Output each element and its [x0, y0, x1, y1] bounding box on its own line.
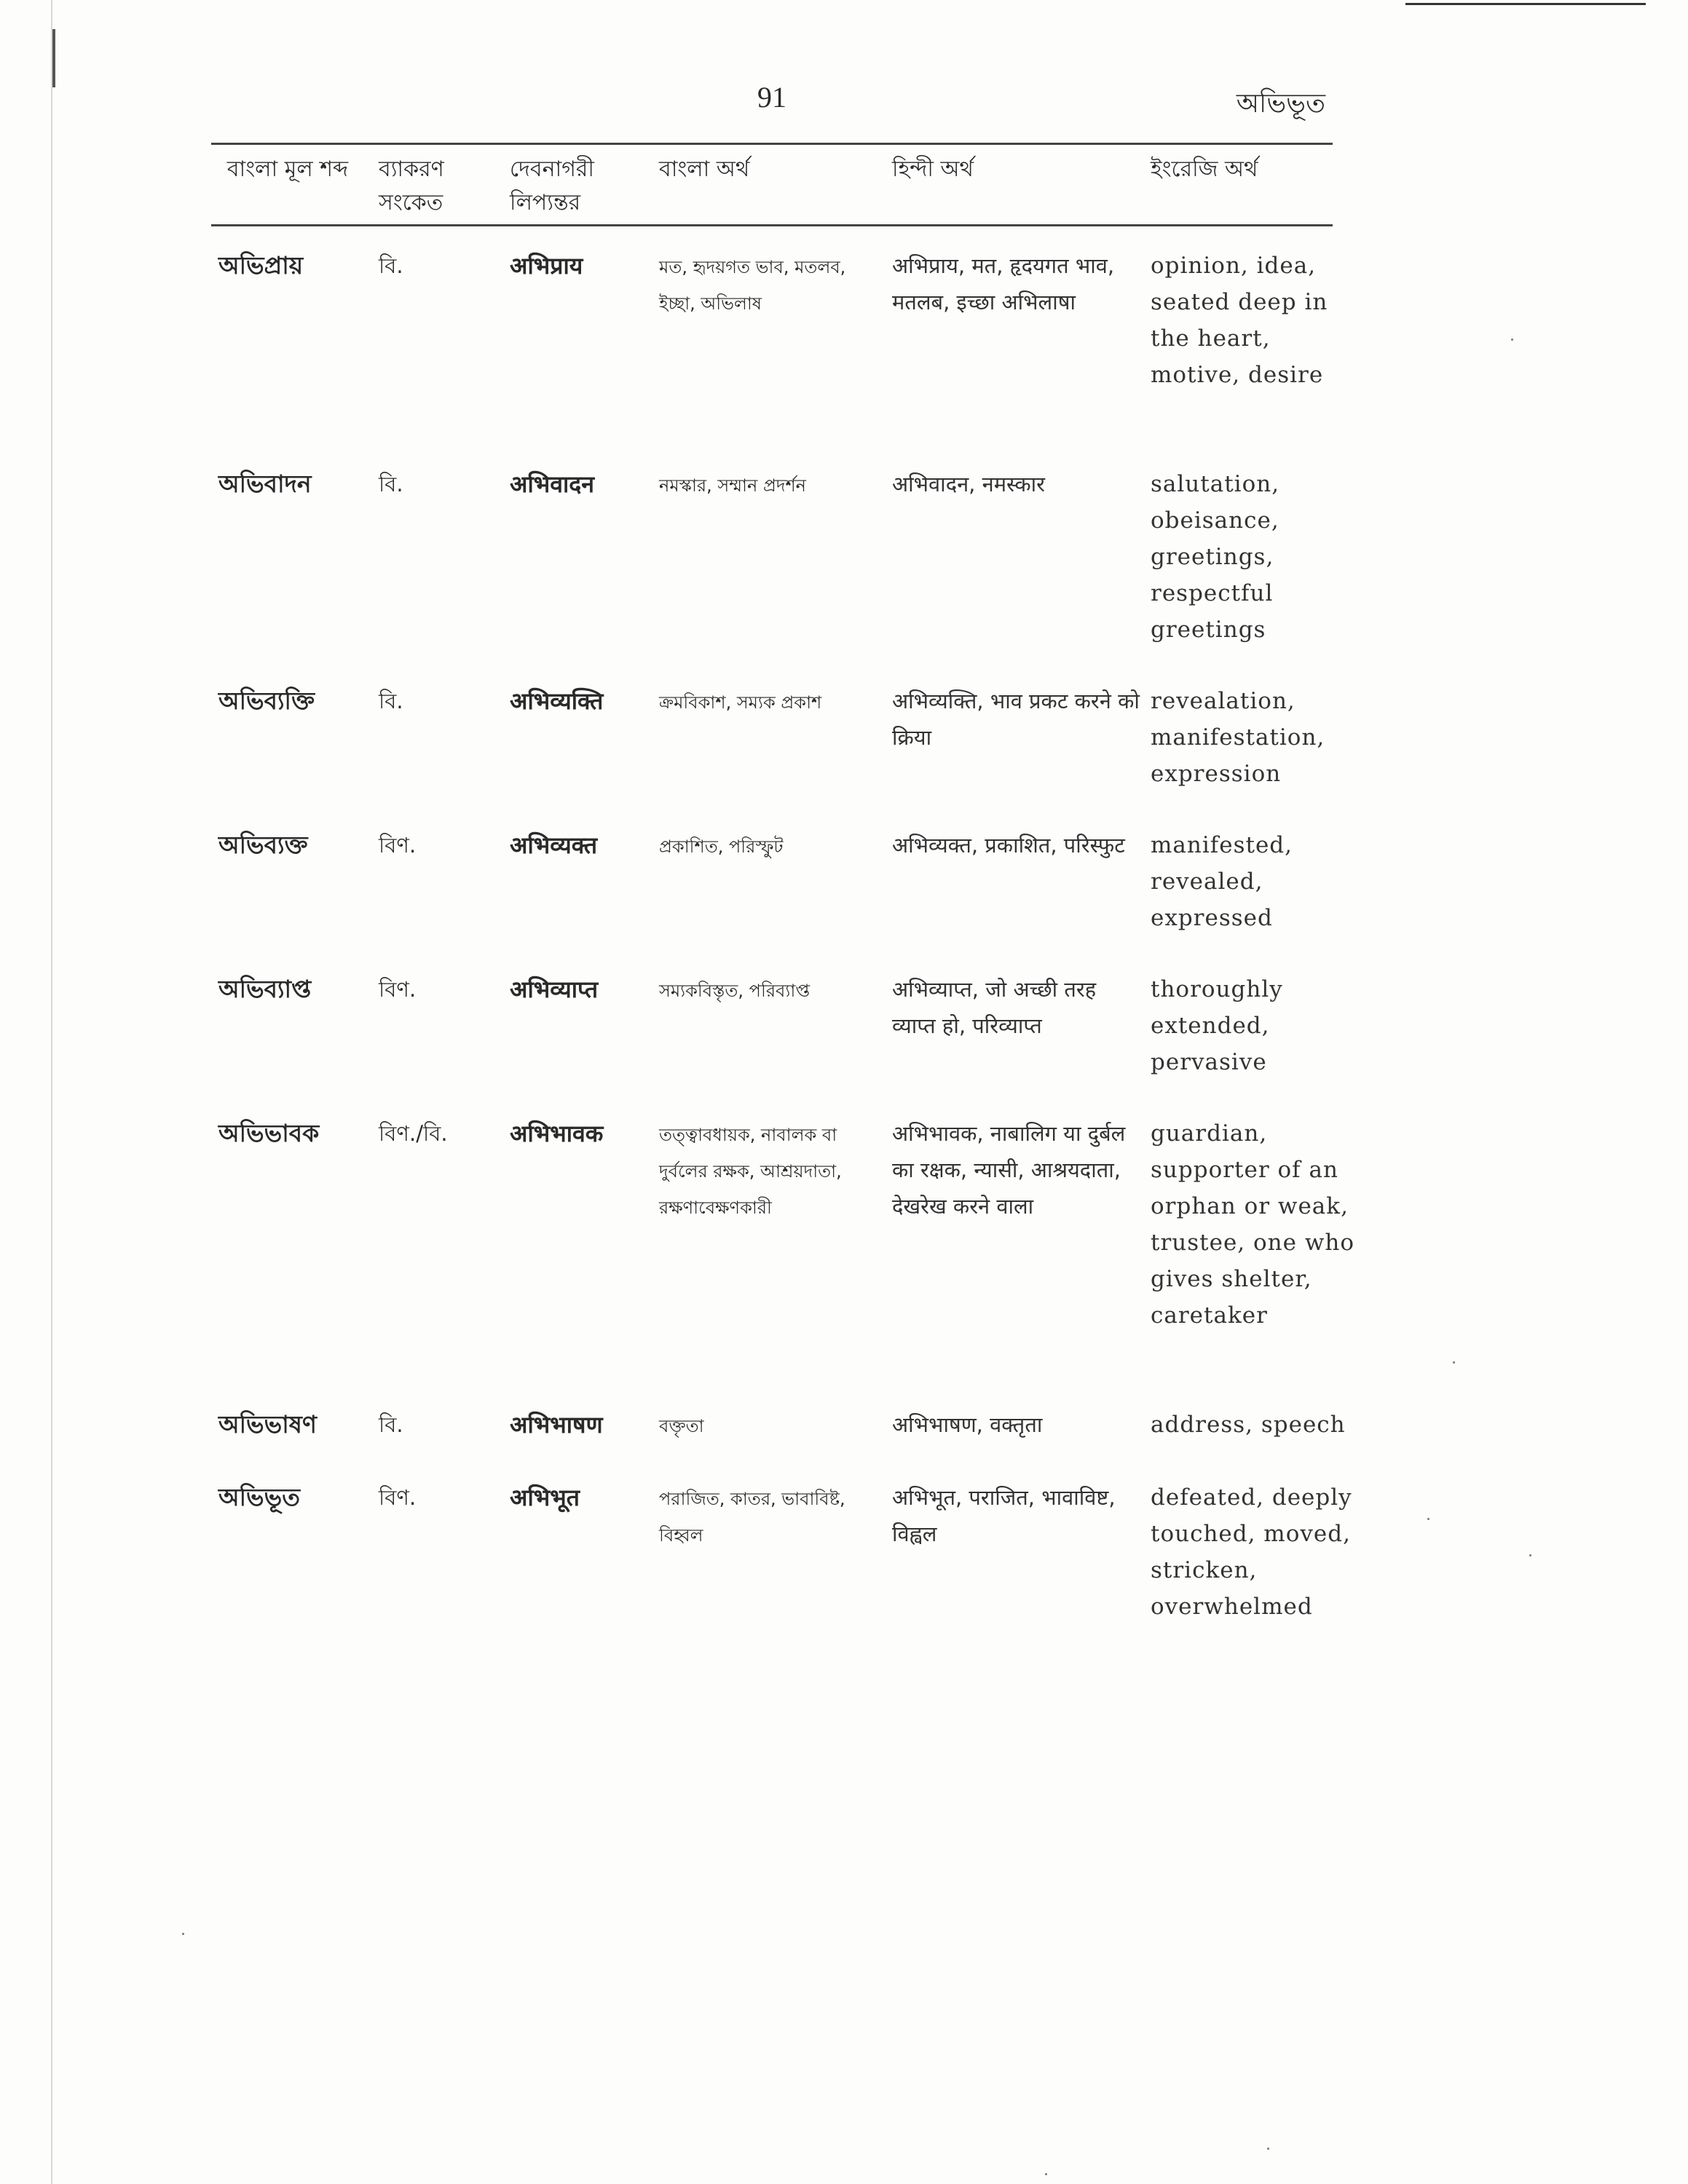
- entry-english-meaning: defeated, deeply touched, moved, stricken, overwhelmed: [1151, 1484, 1352, 1620]
- entry-grammar: বি.: [379, 472, 403, 496]
- entry-devanagari: अभिवादन: [510, 470, 595, 498]
- entry-word: অভিব্যক্তি: [218, 687, 315, 715]
- entry-hindi-meaning: अभिप्राय, मत, हृदयगत भाव, मतलब, इच्छा अभिलाषा: [892, 253, 1115, 314]
- entry-grammar: বি.: [379, 253, 403, 278]
- entry-hindi-meaning: अभिभावक, नाबालिग या दुर्बल का रक्षक, न्यासी, आश्रयदाता, देखरेख करने वाला: [892, 1121, 1126, 1219]
- entry-grammar: বিণ.: [379, 833, 417, 858]
- entry-bengali-meaning: ক্রমবিকাশ, সম্যক প্রকাশ: [659, 692, 822, 713]
- scan-speck: [1453, 1361, 1455, 1364]
- scan-speck: [1427, 1518, 1429, 1520]
- entry-grammar: বিণ./বি.: [379, 1121, 448, 1146]
- column-header-hindi-meaning: হিন্দী অর্থ: [892, 157, 974, 182]
- entry-word: অভিব্যাপ্ত: [218, 975, 312, 1003]
- table-top-rule: [211, 143, 1333, 145]
- entry-devanagari: अभिव्यक्त: [510, 831, 598, 859]
- column-header-bengali-meaning: বাংলা অর্থ: [659, 157, 750, 182]
- entry-grammar: বিণ.: [379, 977, 417, 1002]
- entry-word: অভিভাষণ: [218, 1410, 317, 1439]
- entry-bengali-meaning: নমস্কার, সম্মান প্রদর্শন: [659, 475, 806, 496]
- entry-word: অভিবাদন: [218, 470, 312, 498]
- entry-grammar: বি.: [379, 689, 403, 713]
- column-header-english-meaning: ইংরেজি অর্থ: [1151, 157, 1258, 182]
- entry-english-meaning: address, speech: [1151, 1412, 1346, 1438]
- entry-hindi-meaning: अभिभाषण, वक्तृता: [892, 1412, 1043, 1437]
- entry-word: অভিভাবক: [218, 1119, 320, 1147]
- entry-bengali-meaning: সম্যকবিস্তৃত, পরিব্যাপ্ত: [659, 981, 811, 1001]
- scan-speck: [1267, 2148, 1269, 2150]
- scan-speck: [1511, 339, 1513, 341]
- column-header-bengali-word: বাংলা মূল শব্দ: [226, 157, 349, 182]
- top-edge-rule: [1405, 3, 1646, 5]
- entry-bengali-meaning: তত্ত্বাবধায়ক, নাবালক বা দুর্বলের রক্ষক, আশ্রয়দাতা, রক্ষণাবেক্ষণকারী: [659, 1125, 842, 1218]
- entry-word: অভিব্যক্ত: [218, 831, 308, 859]
- entry-devanagari: अभिप्राय: [510, 252, 583, 280]
- entry-devanagari: अभिव्याप्त: [510, 976, 599, 1003]
- entry-hindi-meaning: अभिव्यक्त, प्रकाशित, परिस्फुट: [892, 833, 1125, 858]
- scan-speck: [1529, 1554, 1531, 1556]
- entry-hindi-meaning: अभिभूत, पराजित, भावाविष्ट, विह्वल: [892, 1485, 1116, 1546]
- scan-speck: [1045, 2173, 1047, 2175]
- entry-bengali-meaning: মত, হৃদয়গত ভাব, মতলব, ইচ্ছা, অভিলাষ: [659, 257, 846, 314]
- entry-bengali-meaning: বক্তৃতা: [659, 1416, 704, 1436]
- page-number: 91: [757, 81, 786, 114]
- running-head: অভিভূত: [1236, 89, 1325, 119]
- page-left-edge: [51, 0, 52, 2184]
- entry-english-meaning: thoroughly extended, pervasive: [1151, 976, 1283, 1075]
- entry-devanagari: अभिव्यक्ति: [510, 687, 604, 715]
- page-left-edge-mark: [52, 29, 55, 87]
- entry-word: অভিপ্রায়: [218, 251, 304, 280]
- column-header-devanagari: দেবনাগরী লিপ্যন্তর: [510, 157, 594, 215]
- entry-grammar: বিণ.: [379, 1485, 417, 1510]
- entry-hindi-meaning: अभिव्यक्ति, भाव प्रकट करने को क्रिया: [892, 689, 1140, 750]
- entry-hindi-meaning: अभिवादन, नमस्कार: [892, 472, 1045, 496]
- entry-english-meaning: manifested, revealed, expressed: [1151, 832, 1293, 931]
- table-header-rule: [211, 224, 1333, 226]
- entry-devanagari: अभिभावक: [510, 1120, 604, 1147]
- entry-grammar: বি.: [379, 1412, 403, 1437]
- entry-bengali-meaning: প্রকাশিত, পরিস্ফুট: [659, 836, 784, 857]
- column-header-grammar: ব্যাকরণ সংকেত: [379, 157, 444, 215]
- entry-bengali-meaning: পরাজিত, কাতর, ভাবাবিষ্ট, বিহ্বল: [659, 1489, 845, 1546]
- entry-english-meaning: revealation, manifestation, expression: [1151, 688, 1325, 787]
- entry-english-meaning: salutation, obeisance, greetings, respectful greetings: [1151, 471, 1280, 643]
- entry-english-meaning: opinion, idea, seated deep in the heart, motive, desire: [1151, 253, 1328, 388]
- entry-word: অভিভূত: [218, 1483, 300, 1511]
- entry-devanagari: अभिभाषण: [510, 1411, 603, 1439]
- entry-devanagari: अभिभूत: [510, 1484, 580, 1511]
- scan-speck: [182, 1933, 184, 1935]
- entry-english-meaning: guardian, supporter of an orphan or weak, trustee, one who gives shelter, caretaker: [1151, 1120, 1354, 1329]
- entry-hindi-meaning: अभिव्याप्त, जो अच्छी तरह व्याप्त हो, परिव्याप्त: [892, 977, 1097, 1038]
